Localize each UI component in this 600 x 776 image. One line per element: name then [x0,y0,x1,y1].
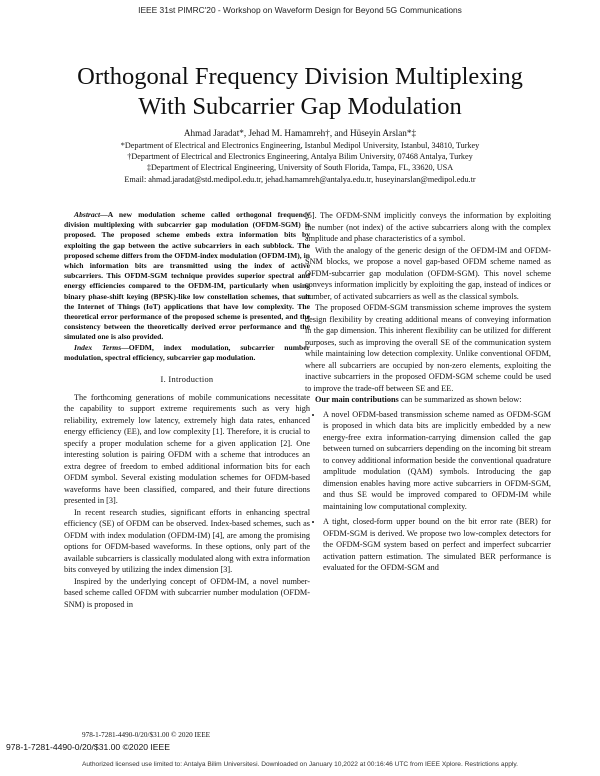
isbn-footer: 978-1-7281-4490-0/20/$31.00 © 2020 IEEE [82,731,211,739]
left-paragraph-1: The forthcoming generations of mobile communications necessitate the capability to support extreme requirements such as very high reliability, extremely low latency, extremely high data rates, enhanced energy efficiency (EE), and low complexity [1]. Therefore, it is crucial to specify a proper modulation scheme for a given application [2]. One interesting solution is pairing OFDM with a scheme that introduces an extra degree of freedom to embed additional information bits for each OFDM symbol. Several existing modulation schemes for OFDM-based waveforms have been classified, compared, and their future directions presented in [3]. [64,392,310,506]
contribution-item-1: • A novel OFDM-based transmission scheme named as OFDM-SGM is proposed in which data bits are implicitly embedded by a new energy-free extra information-carrying dimension called the gap between turned on subcarriers depending on the incoming bit stream to convey additional information beside the conventional quadrature amplitude modulation (QAM) symbols. Introducing the gap dimension enables having more active subcarriers in OFDM-SGM, and thus SE would be improved compared to OFDM-IM while maintaining low computational complexity. [323,409,551,513]
title-line-2: With Subcarrier Gap Modulation [138,93,462,120]
abstract-text: —A new modulation scheme called orthogonal frequency division multiplexing with subcarrier gap modulation (OFDM-SGM) is proposed. The proposed scheme embeds extra information bits by exploiting the gap between the active subcarriers in each subblock. The proposed scheme differs from the OFDM-index modulation (OFDM-IM), in which information bits are transmitted using the index of active subcarriers. This OFDM-SGM technique provides superior spectral and energy efficiencies compared to the OFDM-IM, particularly when using binary phase-shift keying (BPSK)-like low constellation schemes, that suit the Internet of Things (IoT) applications that have low complexity. The theoretical error performance of the proposed scheme is presented, and the consistency between the theoretically derived error performance and the simulated one is also provided. [64,210,310,342]
left-paragraph-2: In recent research studies, significant efforts in enhancing spectral efficiency (SE) of OFDM can be observed. Index-based schemes, such as OFDM with index modulation (OFDM-IM) [4], are among the promising options for OFDM-based waveforms. In these options, only part of the available subcarriers is classically modulated along with extra information bits conveyed by utilizing the index dimension [3]. [64,507,310,575]
abstract-label: Abstract [74,210,101,219]
contributions-lead: Our main contributions [315,395,399,404]
affiliation-1: *Department of Electrical and Electronics Engineering, Istanbul Medipol University, Istanbul, 34810, Turkey [120,141,480,150]
right-paragraph-1: [5]. The OFDM-SNM implicitly conveys the information by exploiting the number (not index) of the active subcarriers along with the complex amplitude and phase characteristics of a symbol. [305,211,551,243]
left-paragraph-3: Inspired by the underlying concept of OFDM-IM, a novel number-based scheme called OFDM with subcarrier number modulation (OFDM-SNM) is proposed in [64,576,310,609]
affiliation-3: ‡Department of Electrical Engineering, University of South Florida, Tampa, FL, 33620, USA [146,163,454,172]
right-paragraph-2: With the analogy of the generic design of the OFDM-IM and OFDM-SNM blocks, we propose a novel gap-based OFDM scheme named as OFDM-subcarrier gap modulation (OFDM-SGM). This novel scheme conveys information implicitly by exploiting the gap, instead of indices or number, of activated subcarriers as well as the classical symbols. [305,245,551,301]
contributions-list [305,409,551,574]
index-terms-text: —OFDM, index modulation, subcarrier number modulation, spectral efficiency, subcarrier gap modulation. [64,342,310,362]
affiliation-2: †Department of Electrical and Electronics Engineering, Antalya Bilim University, 07468 Antalya, Turkey [127,152,473,161]
right-paragraph-3: The proposed OFDM-SGM transmission scheme improves the system design flexibility by creating additional means of conveying information in the gap dimension. This inherent flexibility can be utilized for different purposes, such as improving the overall SE of the communication system while maintaining low detection complexity. Unlike conventional OFDM, where all subcarriers are occupied by non-zero elements, exploiting the inactive subcarriers in the proposed OFDM-SGM scheme could be used to improve the trade-off between SE and EE. [305,303,551,393]
section-heading-introduction: I. Introduction [160,375,214,385]
contribution-item-2: • A tight, closed-form upper bound on the bit error rate (BER) for OFDM-SGM is derived. We propose two low-complex detectors for the OFDM-SGM system based on perfect and imperfect subcarrier activation pattern estimation. The simulated BER performance is evaluated for the OFDM-SGM and [323,516,551,574]
authorized-use-notice: Authorized licensed use limited to: Antalya Bilim Universitesi. Downloaded on January 10,2022 at 00:16:46 UTC from IEEE Xplore. Restrictions apply. [81,761,519,768]
contributions-rest: can be summarized as shown below: [398,395,522,404]
author-list: Ahmad Jaradat*, Jehad M. Hamamreh†, and Hüseyin Arslan*‡ [183,128,417,138]
contributions-intro [305,394,551,406]
left-column [64,210,310,610]
right-column [305,210,551,578]
paper-title [0,62,600,122]
abstract [64,210,310,363]
email-line: Email: ahmad.jaradat@std.medipol.edu.tr, jehad.hamamreh@antalya.edu.tr, huseyinarslan@medipol.edu.tr [124,175,476,184]
copyright-footer: 978-1-7281-4490-0/20/$31.00 ©2020 IEEE [6,742,171,752]
title-line-1: Orthogonal Frequency Division Multiplexing [77,63,523,90]
conference-header: IEEE 31st PIMRC'20 - Workshop on Waveform Design for Beyond 5G Communications [138,5,462,15]
index-terms-label: Index Terms [74,342,122,352]
